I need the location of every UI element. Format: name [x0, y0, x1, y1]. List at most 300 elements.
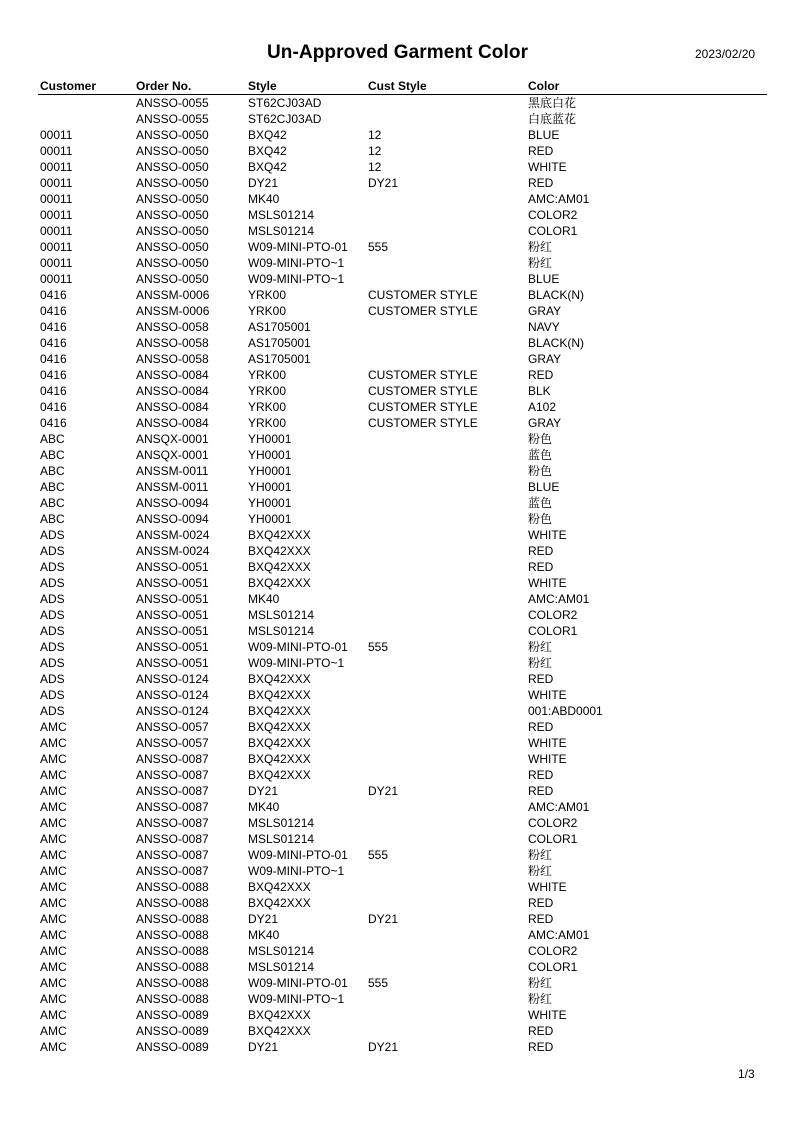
cell-color: COLOR2	[528, 944, 578, 958]
cell-color: 粉红	[528, 992, 553, 1006]
table-row	[0, 1039, 794, 1055]
table-row	[0, 559, 794, 575]
cell-order-no: ANSSO-0124	[136, 688, 209, 702]
table-row	[0, 175, 794, 191]
cell-style: W09-MINI-PTO~1	[248, 272, 345, 286]
table-row	[0, 447, 794, 463]
cell-style: W09-MINI-PTO~1	[248, 992, 345, 1006]
column-header-order-no: Order No.	[136, 79, 192, 93]
table-row	[0, 287, 794, 303]
cell-style: YRK00	[248, 400, 287, 414]
cell-color: COLOR1	[528, 624, 578, 638]
cell-color: WHITE	[528, 1008, 567, 1022]
table-row	[0, 399, 794, 415]
cell-order-no: ANSSO-0094	[136, 512, 209, 526]
cell-style: YH0001	[248, 512, 292, 526]
cell-style: YH0001	[248, 448, 292, 462]
cell-customer: ADS	[40, 544, 65, 558]
cell-color: 粉色	[528, 512, 553, 526]
cell-color: 粉色	[528, 464, 553, 478]
cell-color: RED	[528, 544, 554, 558]
cell-order-no: ANSSO-0057	[136, 736, 209, 750]
cell-color: COLOR1	[528, 960, 578, 974]
cell-order-no: ANSSO-0050	[136, 208, 209, 222]
cell-style: DY21	[248, 912, 279, 926]
table-row	[0, 687, 794, 703]
page-number: 1/3	[738, 1067, 755, 1081]
cell-style: BXQ42XXX	[248, 896, 311, 910]
cell-order-no: ANSSO-0050	[136, 192, 209, 206]
cell-color: 粉红	[528, 240, 553, 254]
cell-color: GRAY	[528, 416, 562, 430]
table-row	[0, 799, 794, 815]
cell-customer: ABC	[40, 512, 65, 526]
cell-customer: ABC	[40, 480, 65, 494]
cell-cust-style: DY21	[368, 784, 399, 798]
cell-color: 粉色	[528, 432, 553, 446]
cell-style: MSLS01214	[248, 816, 315, 830]
cell-color: RED	[528, 1024, 554, 1038]
cell-color: 黑底白花	[528, 96, 577, 110]
report-date: 2023/02/20	[695, 47, 756, 61]
cell-color: 粉红	[528, 256, 553, 270]
cell-customer: AMC	[40, 1024, 67, 1038]
cell-cust-style: CUSTOMER STYLE	[368, 384, 478, 398]
cell-order-no: ANSSM-0024	[136, 528, 210, 542]
cell-color: WHITE	[528, 880, 567, 894]
table-row	[0, 271, 794, 287]
cell-style: ST62CJ03AD	[248, 96, 322, 110]
cell-order-no: ANSSO-0087	[136, 848, 209, 862]
cell-order-no: ANSSO-0084	[136, 400, 209, 414]
table-row	[0, 639, 794, 655]
cell-color: GRAY	[528, 304, 562, 318]
table-row	[0, 351, 794, 367]
table-row	[0, 367, 794, 383]
cell-color: RED	[528, 368, 554, 382]
table-row	[0, 223, 794, 239]
cell-customer: AMC	[40, 768, 67, 782]
cell-order-no: ANSSO-0089	[136, 1040, 209, 1054]
cell-color: AMC:AM01	[528, 928, 590, 942]
cell-order-no: ANSSO-0087	[136, 784, 209, 798]
cell-order-no: ANSSO-0057	[136, 720, 209, 734]
cell-color: 粉红	[528, 848, 553, 862]
cell-customer: ABC	[40, 464, 65, 478]
cell-color: RED	[528, 912, 554, 926]
cell-order-no: ANSSO-0088	[136, 912, 209, 926]
cell-style: BXQ42XXX	[248, 752, 311, 766]
table-row	[0, 735, 794, 751]
cell-customer: 0416	[40, 336, 67, 350]
cell-cust-style: CUSTOMER STYLE	[368, 416, 478, 430]
cell-style: MSLS01214	[248, 608, 315, 622]
cell-customer: AMC	[40, 752, 67, 766]
cell-customer: ADS	[40, 560, 65, 574]
cell-customer: 00011	[40, 160, 73, 174]
cell-order-no: ANSSM-0006	[136, 304, 210, 318]
cell-style: W09-MINI-PTO-01	[248, 240, 348, 254]
cell-customer: ADS	[40, 576, 65, 590]
cell-order-no: ANSSO-0084	[136, 384, 209, 398]
cell-style: MSLS01214	[248, 960, 315, 974]
cell-style: YH0001	[248, 480, 292, 494]
cell-order-no: ANSSO-0050	[136, 272, 209, 286]
cell-style: YH0001	[248, 432, 292, 446]
table-row	[0, 863, 794, 879]
cell-style: BXQ42XXX	[248, 1024, 311, 1038]
cell-cust-style: 555	[368, 240, 389, 254]
table-row	[0, 815, 794, 831]
cell-customer: ADS	[40, 592, 65, 606]
table-row	[0, 927, 794, 943]
cell-cust-style: 12	[368, 128, 382, 142]
cell-style: BXQ42XXX	[248, 544, 311, 558]
cell-style: MSLS01214	[248, 624, 315, 638]
cell-color: BLUE	[528, 480, 560, 494]
cell-order-no: ANSSO-0050	[136, 144, 209, 158]
cell-style: BXQ42XXX	[248, 560, 311, 574]
cell-color: WHITE	[528, 576, 567, 590]
cell-customer: AMC	[40, 912, 67, 926]
cell-color: 粉红	[528, 656, 553, 670]
cell-order-no: ANSSO-0088	[136, 880, 209, 894]
cell-order-no: ANSSO-0094	[136, 496, 209, 510]
cell-order-no: ANSSO-0051	[136, 592, 209, 606]
table-row	[0, 527, 794, 543]
cell-style: BXQ42XXX	[248, 704, 311, 718]
cell-style: W09-MINI-PTO-01	[248, 976, 348, 990]
cell-order-no: ANSSO-0089	[136, 1008, 209, 1022]
column-header-customer: Customer	[40, 79, 97, 93]
cell-color: RED	[528, 560, 554, 574]
cell-cust-style: CUSTOMER STYLE	[368, 400, 478, 414]
cell-style: BXQ42	[248, 144, 287, 158]
cell-color: GRAY	[528, 352, 562, 366]
cell-customer: 00011	[40, 272, 73, 286]
cell-order-no: ANSSO-0050	[136, 224, 209, 238]
cell-customer: ADS	[40, 704, 65, 718]
table-row	[0, 511, 794, 527]
cell-customer: AMC	[40, 928, 67, 942]
cell-style: BXQ42XXX	[248, 576, 311, 590]
cell-style: BXQ42	[248, 128, 287, 142]
table-row	[0, 543, 794, 559]
cell-customer: 0416	[40, 368, 67, 382]
cell-customer: AMC	[40, 1040, 67, 1054]
cell-cust-style: DY21	[368, 176, 399, 190]
cell-color: WHITE	[528, 688, 567, 702]
cell-order-no: ANSSO-0055	[136, 96, 209, 110]
table-row	[0, 415, 794, 431]
cell-customer: 00011	[40, 256, 73, 270]
cell-color: 粉红	[528, 640, 553, 654]
cell-style: MSLS01214	[248, 944, 315, 958]
table-row	[0, 671, 794, 687]
table-row	[0, 607, 794, 623]
cell-order-no: ANSSO-0088	[136, 928, 209, 942]
cell-style: BXQ42XXX	[248, 768, 311, 782]
cell-order-no: ANSSM-0024	[136, 544, 210, 558]
table-row	[0, 719, 794, 735]
cell-style: MSLS01214	[248, 208, 315, 222]
table-body	[0, 95, 794, 1055]
cell-color: BLUE	[528, 272, 560, 286]
table-row	[0, 879, 794, 895]
cell-customer: 0416	[40, 416, 67, 430]
cell-color: COLOR2	[528, 608, 578, 622]
cell-order-no: ANSSO-0058	[136, 320, 209, 334]
cell-order-no: ANSSO-0051	[136, 608, 209, 622]
cell-customer: AMC	[40, 832, 67, 846]
cell-order-no: ANSSO-0084	[136, 416, 209, 430]
cell-style: AS1705001	[248, 320, 311, 334]
table-row	[0, 191, 794, 207]
cell-style: MSLS01214	[248, 224, 315, 238]
cell-color: BLK	[528, 384, 551, 398]
cell-style: MK40	[248, 800, 280, 814]
cell-style: BXQ42XXX	[248, 720, 311, 734]
cell-order-no: ANSSO-0058	[136, 336, 209, 350]
cell-customer: 0416	[40, 320, 67, 334]
cell-style: YRK00	[248, 368, 287, 382]
table-row	[0, 623, 794, 639]
cell-color: RED	[528, 720, 554, 734]
cell-customer: 00011	[40, 192, 73, 206]
cell-cust-style: DY21	[368, 912, 399, 926]
cell-color: BLACK(N)	[528, 288, 585, 302]
cell-style: BXQ42XXX	[248, 688, 311, 702]
cell-customer: 00011	[40, 224, 73, 238]
cell-customer: 0416	[40, 288, 67, 302]
cell-customer: 0416	[40, 384, 67, 398]
cell-cust-style: DY21	[368, 1040, 399, 1054]
table-row	[0, 1023, 794, 1039]
cell-order-no: ANSSO-0055	[136, 112, 209, 126]
cell-customer: ADS	[40, 656, 65, 670]
table-row	[0, 207, 794, 223]
cell-customer: ADS	[40, 688, 65, 702]
cell-color: 粉红	[528, 864, 553, 878]
cell-order-no: ANSSO-0088	[136, 960, 209, 974]
cell-customer: ABC	[40, 496, 65, 510]
cell-customer: AMC	[40, 1008, 67, 1022]
cell-customer: 0416	[40, 304, 67, 318]
cell-order-no: ANSSO-0087	[136, 752, 209, 766]
table-row	[0, 335, 794, 351]
cell-style: YH0001	[248, 496, 292, 510]
cell-style: YH0001	[248, 464, 292, 478]
cell-customer: 00011	[40, 176, 73, 190]
table-row	[0, 767, 794, 783]
table-row	[0, 831, 794, 847]
table-row	[0, 479, 794, 495]
cell-color: 白底蓝花	[528, 112, 577, 126]
cell-order-no: ANSSO-0087	[136, 768, 209, 782]
column-header-cust-style: Cust Style	[368, 79, 427, 93]
table-row	[0, 895, 794, 911]
cell-customer: ABC	[40, 432, 65, 446]
cell-cust-style: 555	[368, 640, 389, 654]
table-row	[0, 319, 794, 335]
cell-order-no: ANSSO-0050	[136, 176, 209, 190]
cell-customer: ADS	[40, 640, 65, 654]
cell-color: RED	[528, 768, 554, 782]
cell-customer: AMC	[40, 800, 67, 814]
cell-color: RED	[528, 896, 554, 910]
cell-color: BLACK(N)	[528, 336, 585, 350]
cell-customer: AMC	[40, 992, 67, 1006]
cell-order-no: ANSSM-0011	[136, 464, 209, 478]
cell-cust-style: 555	[368, 976, 389, 990]
cell-color: COLOR2	[528, 816, 578, 830]
cell-style: W09-MINI-PTO~1	[248, 656, 345, 670]
table-row	[0, 991, 794, 1007]
table-row	[0, 303, 794, 319]
cell-customer: 00011	[40, 128, 73, 142]
cell-style: AS1705001	[248, 336, 311, 350]
cell-customer: AMC	[40, 944, 67, 958]
cell-cust-style: CUSTOMER STYLE	[368, 368, 478, 382]
cell-customer: AMC	[40, 848, 67, 862]
cell-style: ST62CJ03AD	[248, 112, 322, 126]
cell-style: MK40	[248, 192, 280, 206]
cell-customer: ADS	[40, 624, 65, 638]
cell-style: YRK00	[248, 384, 287, 398]
table-row	[0, 703, 794, 719]
table-row	[0, 95, 794, 111]
cell-color: WHITE	[528, 160, 567, 174]
cell-order-no: ANSQX-0001	[136, 432, 209, 446]
cell-customer: AMC	[40, 960, 67, 974]
cell-order-no: ANSSO-0088	[136, 976, 209, 990]
cell-color: 蓝色	[528, 496, 553, 510]
cell-order-no: ANSQX-0001	[136, 448, 209, 462]
cell-customer: ADS	[40, 608, 65, 622]
cell-order-no: ANSSO-0087	[136, 800, 209, 814]
cell-customer: AMC	[40, 880, 67, 894]
cell-customer: AMC	[40, 976, 67, 990]
table-row	[0, 751, 794, 767]
cell-color: RED	[528, 1040, 554, 1054]
cell-order-no: ANSSO-0051	[136, 656, 209, 670]
cell-color: WHITE	[528, 528, 567, 542]
cell-order-no: ANSSO-0088	[136, 944, 209, 958]
cell-style: BXQ42XXX	[248, 736, 311, 750]
cell-order-no: ANSSO-0087	[136, 864, 209, 878]
table-row	[0, 159, 794, 175]
cell-style: MK40	[248, 592, 280, 606]
cell-color: 粉红	[528, 976, 553, 990]
table-row	[0, 959, 794, 975]
cell-style: BXQ42XXX	[248, 1008, 311, 1022]
cell-style: YRK00	[248, 288, 287, 302]
cell-cust-style: 555	[368, 848, 389, 862]
cell-order-no: ANSSO-0084	[136, 368, 209, 382]
cell-order-no: ANSSO-0051	[136, 576, 209, 590]
cell-color: COLOR1	[528, 832, 578, 846]
cell-order-no: ANSSO-0089	[136, 1024, 209, 1038]
cell-style: BXQ42XXX	[248, 672, 311, 686]
cell-order-no: ANSSO-0051	[136, 640, 209, 654]
table-row	[0, 463, 794, 479]
table-row	[0, 127, 794, 143]
cell-order-no: ANSSO-0058	[136, 352, 209, 366]
cell-customer: 0416	[40, 400, 67, 414]
cell-cust-style: CUSTOMER STYLE	[368, 304, 478, 318]
cell-color: AMC:AM01	[528, 800, 590, 814]
cell-color: BLUE	[528, 128, 560, 142]
cell-style: BXQ42	[248, 160, 287, 174]
table-row	[0, 943, 794, 959]
cell-customer: AMC	[40, 784, 67, 798]
cell-customer: 00011	[40, 144, 73, 158]
cell-style: W09-MINI-PTO~1	[248, 864, 345, 878]
cell-style: BXQ42XXX	[248, 528, 311, 542]
cell-customer: 0416	[40, 352, 67, 366]
cell-style: DY21	[248, 784, 279, 798]
table-header	[0, 79, 794, 93]
cell-customer: ADS	[40, 672, 65, 686]
cell-cust-style: 12	[368, 144, 382, 158]
cell-customer: AMC	[40, 720, 67, 734]
cell-color: AMC:AM01	[528, 192, 590, 206]
cell-customer: 00011	[40, 240, 73, 254]
cell-style: BXQ42XXX	[248, 880, 311, 894]
table-row	[0, 143, 794, 159]
cell-customer: AMC	[40, 736, 67, 750]
cell-customer: ABC	[40, 448, 65, 462]
cell-order-no: ANSSM-0006	[136, 288, 210, 302]
cell-style: DY21	[248, 176, 279, 190]
cell-customer: ADS	[40, 528, 65, 542]
cell-color: WHITE	[528, 736, 567, 750]
cell-order-no: ANSSM-0011	[136, 480, 209, 494]
cell-color: A102	[528, 400, 557, 414]
cell-style: W09-MINI-PTO~1	[248, 256, 345, 270]
column-header-color: Color	[528, 79, 560, 93]
cell-style: MK40	[248, 928, 280, 942]
cell-color: COLOR1	[528, 224, 578, 238]
table-row	[0, 383, 794, 399]
cell-style: W09-MINI-PTO-01	[248, 848, 348, 862]
table-row	[0, 239, 794, 255]
table-row	[0, 431, 794, 447]
cell-order-no: ANSSO-0051	[136, 624, 209, 638]
cell-cust-style: 12	[368, 160, 382, 174]
cell-color: RED	[528, 176, 554, 190]
table-row	[0, 495, 794, 511]
cell-customer: AMC	[40, 896, 67, 910]
cell-order-no: ANSSO-0088	[136, 896, 209, 910]
table-row	[0, 1007, 794, 1023]
cell-color: 蓝色	[528, 448, 553, 462]
column-header-style: Style	[248, 79, 277, 93]
report-title: Un-Approved Garment Color	[266, 42, 529, 63]
cell-style: AS1705001	[248, 352, 311, 366]
cell-color: NAVY	[528, 320, 560, 334]
table-row	[0, 591, 794, 607]
table-row	[0, 847, 794, 863]
cell-order-no: ANSSO-0051	[136, 560, 209, 574]
cell-style: YRK00	[248, 304, 287, 318]
table-row	[0, 255, 794, 271]
cell-color: 001:ABD0001	[528, 704, 603, 718]
cell-order-no: ANSSO-0088	[136, 992, 209, 1006]
cell-color: RED	[528, 784, 554, 798]
cell-order-no: ANSSO-0050	[136, 160, 209, 174]
cell-style: DY21	[248, 1040, 279, 1054]
